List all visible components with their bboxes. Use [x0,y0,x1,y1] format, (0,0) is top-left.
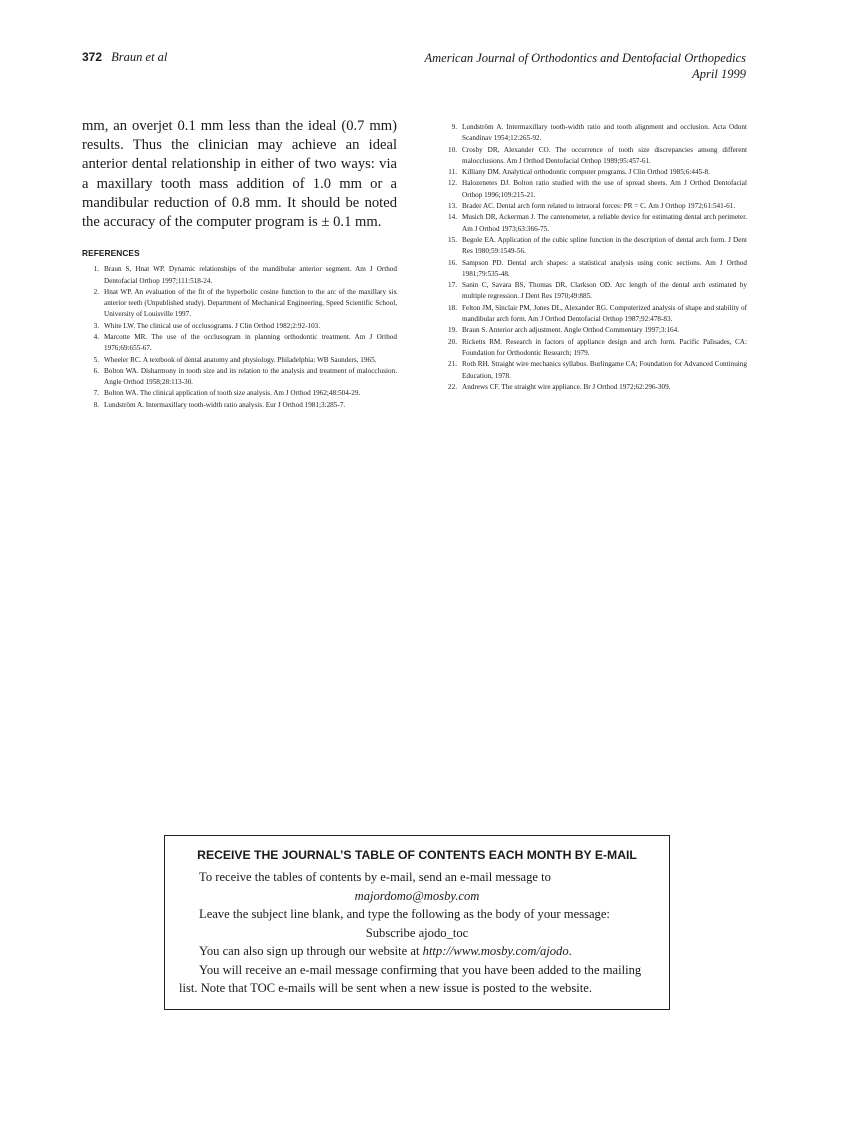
reference-item [82,332,397,355]
reference-text: Brader AC. Dental arch form related to intraoral forces: PR = C. Am J Orthop 1972;61:541-61. [462,202,736,211]
reference-text: Begole EA. Application of the cubic spline function in the description of dental arch form. J Dent Res 1980;59:1549-56. [462,235,747,256]
journal-title: American Journal of Orthodontics and Dentofacial Orthopedics [424,51,746,65]
reference-text: Bolton WA. The clinical application of tooth size analysis. Am J Orthod 1962;48:504-29. [104,389,361,398]
reference-text: Braun S. Anterior arch adjustment. Angle Orthod Commentary 1997;3:164. [462,326,679,335]
references-heading: REFERENCES [82,248,140,259]
toc-subscribe-command: Subscribe ajodo_toc [365,925,469,940]
reference-number: 18. [448,303,457,312]
reference-item [440,359,747,382]
reference-item [82,321,397,332]
reference-number: 5. [93,355,99,364]
reference-item [440,280,747,303]
body-paragraph: mm, an overjet 0.1 mm less than the ideal (0.7 mm) results. Thus the clinician may achieve an ideal anterior dental relationship in either of two ways: via a maxillary tooth mass addition of 1.0 mm or a mandibular reduction of 0.8 mm. It should be noted the accuracy of the computer program is ± 0.1 mm. [82,118,397,231]
reference-number: 16. [448,258,457,267]
reference-item [82,388,397,399]
reference-number: 20. [448,337,457,346]
reference-item [440,382,747,393]
reference-item [440,258,747,281]
reference-number: 3. [93,321,99,330]
reference-number: 12. [448,179,457,188]
reference-number: 4. [93,333,99,341]
reference-item [440,303,747,326]
toc-notice-title: RECEIVE THE JOURNAL’S TABLE OF CONTENTS EACH MONTH BY E-MAIL [197,848,637,862]
reference-item [82,287,397,321]
reference-item [440,122,747,145]
reference-text: Ricketts RM. Research in factors of appliance design and arch form. Pacific Palisades, CA: Foundation for Orthodontic Research; 1979. [462,337,747,357]
reference-text: Killiany DM. Analytical orthodontic computer programs. J Clin Orthod 1985;6:445-8. [462,168,710,177]
reference-number: 22. [448,382,457,391]
toc-email-address[interactable]: majordomo@mosby.com [354,888,480,903]
reference-text: Andrews CF. The straight wire appliance. Br J Orthod 1972;62:296-309. [462,382,671,391]
reference-item [440,337,747,360]
reference-number: 7. [93,389,99,398]
reference-text: Crosby DR, Alexander CO. The occurrence of tooth size discrepancies among different malocclusions. Am J Orthod Dentofacial Orthop 1989;95:457-61. [462,145,747,165]
reference-text: Musich DR, Ackerman J. The cantenometer, a reliable device for estimating dental arch perimeter. Am J Orthod 1973;63:366-75. [462,213,747,233]
reference-text: Lundström A. Intermaxillary tooth-width ratio analysis. Eur J Orthod 1981;3:285-7. [104,400,346,409]
reference-text: Sampson PD. Dental arch shapes: a statistical analysis using conic sections. Am J Orthod 1981;79:535-48. [462,258,747,278]
reference-item [440,212,747,235]
page-number: 372 [82,50,103,64]
running-header-left [82,50,167,65]
reference-text: Felton JM, Sinclair PM, Jones DL, Alexander RG. Computerized analysis of shape and stability of mandibular arch form. Am J Orthod Dentofacial Orthop 1987;92:478-83. [462,303,747,324]
reference-item [82,355,397,366]
reference-number: 11. [448,168,457,177]
reference-item [440,167,747,178]
toc-website-prefix: You can also sign up through our website at [199,944,423,958]
toc-instruction-1: To receive the tables of contents by e-mail, send an e-mail message to [199,870,551,884]
reference-item [82,264,397,287]
toc-email-notice-box [164,835,670,1010]
running-header-right [425,50,747,82]
left-column [82,117,397,411]
reference-number: 19. [448,326,457,335]
reference-text: Bolton WA. Disharmony in tooth size and its relation to the analysis and treatment of malocclusion. Angle Orthod 1958;28:113-30. [104,366,397,387]
reference-number: 10. [448,145,457,154]
issue-date: April 1999 [692,67,746,81]
reference-text: Lundström A. Intermaxillary tooth-width ratio and tooth alignment and occlusion. Acta Odont Scandinav 1954;12:265-92. [462,123,747,143]
toc-website-suffix: . [568,944,572,958]
reference-number: 21. [448,360,457,369]
reference-list-left [82,264,397,411]
reference-text: Braun S, Hnat WP. Dynamic relationships of the mandibular anterior segment. Am J Orthod Dentofacial Orthop 1997;111:518-24. [104,265,397,285]
reference-number: 1. [93,265,99,274]
toc-instruction-2: Leave the subject line blank, and type the following as the body of your message: [199,907,610,921]
reference-text: Wheeler RC. A textbook of dental anatomy and physiology. Philadelphia: WB Saunders, 1965. [104,355,377,364]
reference-number: 2. [93,287,99,296]
reference-number: 17. [448,281,457,290]
reference-number: 6. [93,366,99,375]
reference-text: Hnat WP. An evaluation of the fit of the hyperbolic cosine function to the arc of the maxillary six anterior teeth (Unpublished study). Department of Mechanical Engineering, Speed Scientific School, University of Louisville 1997. [104,287,397,319]
reference-text: Marcotte MR. The use of the occlusogram in planning orthodontic treatment. Am J Orthod 1976;69:655-67. [104,333,397,353]
reference-item [440,145,747,168]
toc-confirmation-note: You will receive an e-mail message confirming that you have been added to the mailing list. Note that TOC e-mails will be sent when a new issue is posted to the website. [179,962,642,995]
toc-website-link[interactable]: http://www.mosby.com/ajodo [422,944,569,958]
right-column [440,122,747,393]
reference-item [440,235,747,258]
reference-item [82,400,397,411]
reference-item [440,325,747,336]
reference-item [82,366,397,389]
reference-text: White LW. The clinical use of occlusograms. J Clin Orthod 1982;2:92-103. [104,321,321,330]
reference-text: Sanin C, Savara BS, Thomas DR, Clarkson OD. Arc length of the dental arch estimated by multiple regression. J Dent Res 1970;49:885. [462,281,747,301]
reference-number: 15. [448,235,457,244]
reference-number: 14. [448,213,457,222]
toc-website-line [179,942,655,961]
reference-number: 13. [448,202,457,211]
reference-item [440,201,747,212]
reference-number: 9. [451,123,457,131]
reference-text: Roth RH. Straight wire mechanics syllabus. Burlingame CA; Foundation for Advanced Continuing Education, 1978. [462,360,747,380]
reference-number: 8. [93,400,99,409]
reference-text: Halozenetes DJ. Bolton ratio studied with the use of spread sheets. Am J Orthod Dentofacial Orthop 1996;109:215-21. [462,179,747,199]
running-authors: Braun et al [111,50,168,64]
reference-list-right [440,122,747,393]
reference-item [440,178,747,201]
